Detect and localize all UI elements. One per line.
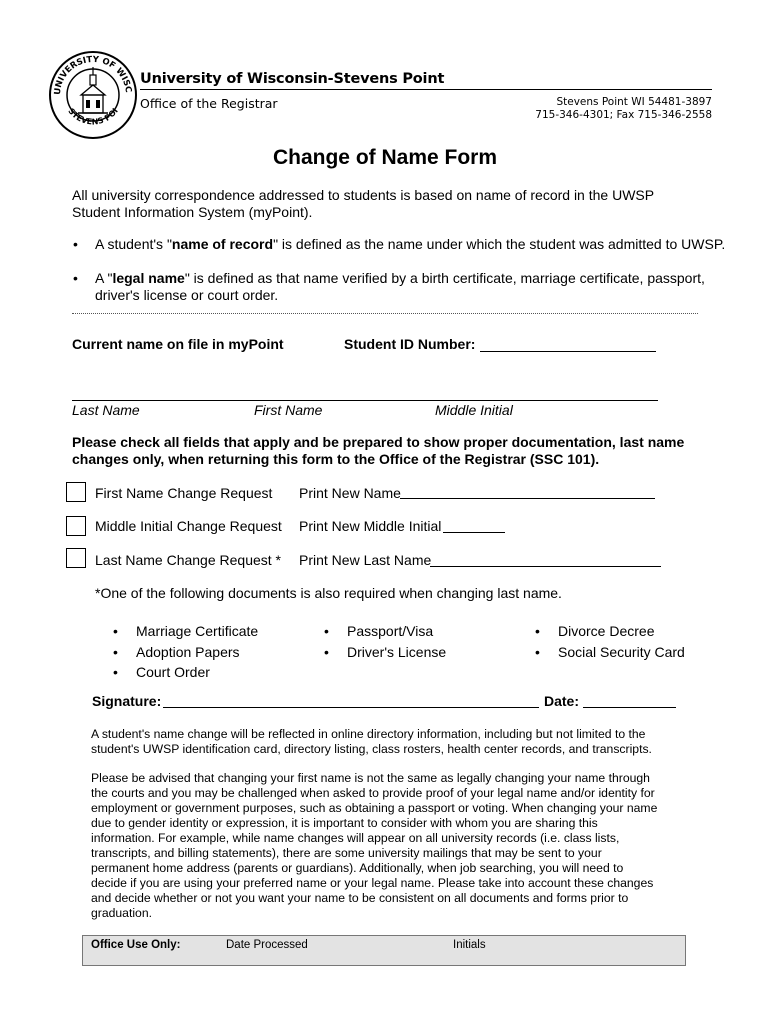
document-label: Divorce Decree (558, 623, 655, 639)
bullet1-bold: name of record (171, 236, 274, 252)
advisory-line: transcripts, and billing statements), there are some university mailings that may be sent to your (91, 846, 602, 860)
bullet-icon: • (113, 664, 118, 680)
middle-initial-change-label: Middle Initial Change Request (95, 518, 282, 534)
bullet-icon: • (324, 623, 329, 639)
bullet-icon: • (324, 643, 329, 660)
print-new-last-name-label: Print New Last Name (299, 552, 432, 568)
document-item (535, 621, 685, 642)
document-item (535, 642, 685, 663)
seal-text-bottom: STEVENS POI (66, 106, 120, 127)
document-item (113, 642, 258, 663)
print-new-name-label: Print New Name (299, 485, 401, 501)
last-name-change-checkbox[interactable] (66, 548, 86, 568)
bullet-icon: • (113, 643, 118, 660)
contact-info (535, 96, 712, 122)
advisory-line: information. For example, while name changes will appear on all university records (i.e. class lists, (91, 831, 620, 845)
new-last-name-field[interactable] (430, 566, 661, 567)
date-processed-label: Date Processed (226, 939, 308, 951)
current-name-field[interactable] (72, 400, 658, 401)
office-name: Office of the Registrar (140, 96, 278, 111)
bullet2-post: " is defined as that name verified by a birth certificate, marriage certificate, passport, (184, 270, 705, 286)
last-name-change-label: Last Name Change Request * (95, 552, 281, 568)
bullet1-post: " is defined as the name under which the student was admitted to UWSP. (273, 236, 726, 252)
instructions-line-1: Please check all fields that apply and be prepared to show proper documentation, last name (72, 434, 685, 450)
new-first-name-field[interactable] (400, 498, 655, 499)
initials-label: Initials (453, 939, 486, 951)
middle-initial-label: Middle Initial (435, 402, 513, 418)
advisory-line: permanent home address (parents or guardians). Additionally, when job searching, you will need to (91, 861, 624, 875)
university-name: University of Wisconsin-Stevens Point (140, 71, 445, 87)
signature-field[interactable] (163, 707, 539, 708)
document-label: Driver's License (347, 643, 447, 660)
seal-text-top: UNIVERSITY OF WISC (52, 54, 133, 96)
document-item (324, 642, 446, 663)
new-middle-initial-field[interactable] (443, 532, 505, 533)
bullet2-line-2: driver's license or court order. (95, 287, 279, 303)
student-id-field[interactable] (480, 351, 656, 352)
current-name-label: Current name on file in myPoint (72, 336, 284, 352)
legal-name-definition (95, 270, 705, 304)
documents-note: *One of the following documents is also required when changing last name. (95, 585, 562, 601)
documents-column-3 (535, 621, 685, 662)
office-use-box (82, 935, 686, 966)
advisory-line: Please be advised that changing your first name is not the same as legally changing your name through (91, 771, 650, 785)
address: Stevens Point WI 54481-3897 (556, 96, 712, 108)
signature-label: Signature: (92, 693, 162, 709)
last-name-label: Last Name (72, 402, 140, 418)
bullet-icon: • (73, 236, 78, 252)
document-label: Social Security Card (558, 643, 685, 660)
date-label: Date: (544, 693, 580, 709)
directory-note-line: student's UWSP identification card, directory listing, class rosters, health center records, and transcripts. (91, 742, 652, 756)
header-rule (140, 89, 712, 90)
name-of-record-definition (95, 236, 725, 253)
documents-column-2 (324, 621, 446, 662)
directory-note (91, 727, 652, 757)
intro-line-2: Student Information System (myPoint). (72, 204, 313, 220)
section-divider (72, 313, 698, 314)
bullet-icon: • (535, 643, 540, 660)
advisory-line: decide if you are using your preferred name or your legal name. Please take into account these changes (91, 876, 654, 890)
bullet2-bold: legal name (112, 270, 185, 286)
bullet2-pre: A " (95, 270, 113, 286)
documents-column-1 (113, 621, 258, 683)
office-use-label: Office Use Only: (91, 939, 181, 951)
instructions-line-2: changes only, when returning this form to the Office of the Registrar (SSC 101). (72, 451, 600, 467)
advisory-line: due to gender identity or expression, it is important to consider with whom you are sharing this (91, 816, 598, 830)
document-label: Passport/Visa (347, 623, 434, 639)
university-seal (48, 45, 138, 145)
bullet1-pre: A student's " (95, 236, 172, 252)
advisory-line: and decide whether or not you want your name to be consistent on all documents and forms prior to (91, 891, 629, 905)
bullet-icon: • (535, 623, 540, 639)
form-title: Change of Name Form (272, 146, 498, 169)
student-id-label: Student ID Number: (344, 336, 476, 352)
date-field[interactable] (583, 707, 676, 708)
instructions (72, 434, 684, 468)
advisory-line: employment or government purposes, such as obtaining a passport or voting. When changing your name (91, 801, 658, 815)
directory-note-line: A student's name change will be reflected in online directory information, including but not limited to the (91, 727, 646, 741)
document-label: Court Order (136, 664, 210, 680)
document-item (113, 662, 258, 683)
advisory-line: the courts and you may be challenged when asked to provide proof of your legal name and/or identity for (91, 786, 655, 800)
middle-initial-change-checkbox[interactable] (66, 516, 86, 536)
document-label: Marriage Certificate (136, 623, 259, 639)
intro-text (72, 187, 654, 221)
intro-line-1: All university correspondence addressed to students is based on name of record in the UWSP (72, 187, 655, 203)
legal-name-advisory (91, 771, 657, 921)
bullet-icon: • (113, 623, 118, 639)
advisory-line: graduation. (91, 906, 152, 920)
print-new-middle-initial-label: Print New Middle Initial (299, 518, 442, 534)
document-item (324, 621, 446, 642)
first-name-label: First Name (254, 402, 323, 418)
phone-fax: 715-346-4301; Fax 715-346-2558 (535, 109, 712, 121)
first-name-change-label: First Name Change Request (95, 485, 273, 501)
first-name-change-checkbox[interactable] (66, 482, 86, 502)
bullet-icon: • (73, 270, 78, 286)
document-item (113, 621, 258, 642)
document-label: Adoption Papers (136, 643, 240, 660)
